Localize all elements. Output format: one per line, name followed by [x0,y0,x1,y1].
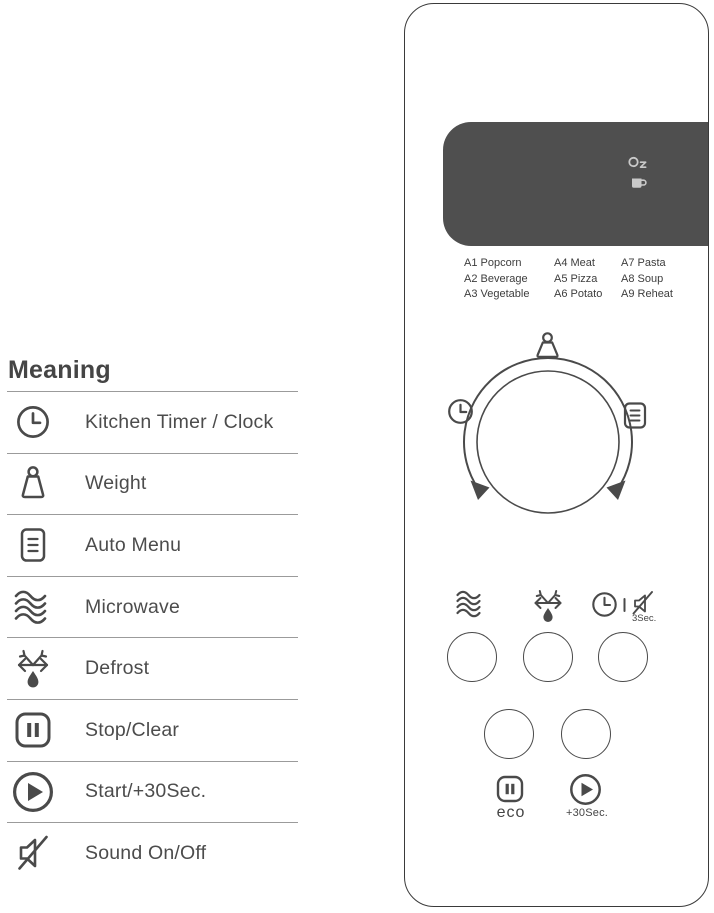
weight-icon [537,333,557,357]
legend-label: Auto Menu [85,533,182,556]
legend-row-start [7,761,298,823]
sound-mute-icon [634,592,653,614]
ounce-unit-icon [628,155,650,171]
microwave-button[interactable] [447,632,497,682]
legend-label: Weight [85,472,147,495]
menu-item: A5 Pizza [554,272,598,285]
cup-icon [630,176,648,190]
menu-item: A4 Meat [554,257,595,269]
legend-row-microwave [7,576,298,638]
microwave-icon [455,590,485,618]
legend-label: Sound On/Off [85,841,207,864]
legend-row-sound [7,822,298,884]
defrost-icon [532,588,564,626]
clock-icon [7,404,59,440]
legend-row-weight [7,453,298,515]
legend-label: Kitchen Timer / Clock [85,410,274,433]
stop-icon [7,711,59,749]
legend-table [7,340,298,884]
menu-item: A7 Pasta [621,257,666,269]
legend-row-kitchen-timer [7,391,298,453]
legend-label: Stop/Clear [85,718,180,741]
auto-menu-column-3 [621,256,673,303]
clock-icon [593,593,615,615]
legend-row-auto-menu [7,514,298,576]
legend-heading: Meaning [8,356,111,384]
start-30sec-button[interactable] [561,709,611,759]
microwave-icon [7,590,59,624]
start-30sec-label: +30Sec. [565,807,609,819]
sound-hold-label: 3Sec. [632,613,657,624]
stop-eco-button[interactable] [484,709,534,759]
defrost-icon [7,648,59,690]
clock-icon [449,400,472,423]
auto-menu-column-2 [554,256,602,303]
menu-item: A2 Beverage [464,272,528,285]
menu-item: A1 Popcorn [464,257,522,269]
weight-icon [7,465,59,503]
legend-row-stop-clear [7,699,298,761]
legend-label: Start/+30Sec. [85,780,207,803]
menu-item: A6 Potato [554,288,603,300]
start-icon[interactable] [569,773,602,806]
microwave-control-panel [404,3,709,907]
eco-label: eco [496,804,526,821]
stop-icon[interactable] [496,775,524,803]
menu-item: A8 Soup [621,272,664,285]
start-icon [7,770,59,814]
sound-mute-icon [7,832,59,874]
rotary-knob[interactable] [477,371,619,513]
legend-label: Microwave [85,595,180,618]
kitchen-timer-button[interactable] [598,632,648,682]
display-screen [443,122,708,246]
defrost-button[interactable] [523,632,573,682]
auto-menu-icon [7,527,59,563]
auto-menu-column-1 [464,256,529,303]
legend-row-defrost [7,637,298,699]
menu-item: A3 Vegetable [464,288,530,300]
knob-cluster [443,329,655,525]
legend-label: Defrost [85,657,150,680]
menu-item: A9 Reheat [621,288,673,300]
